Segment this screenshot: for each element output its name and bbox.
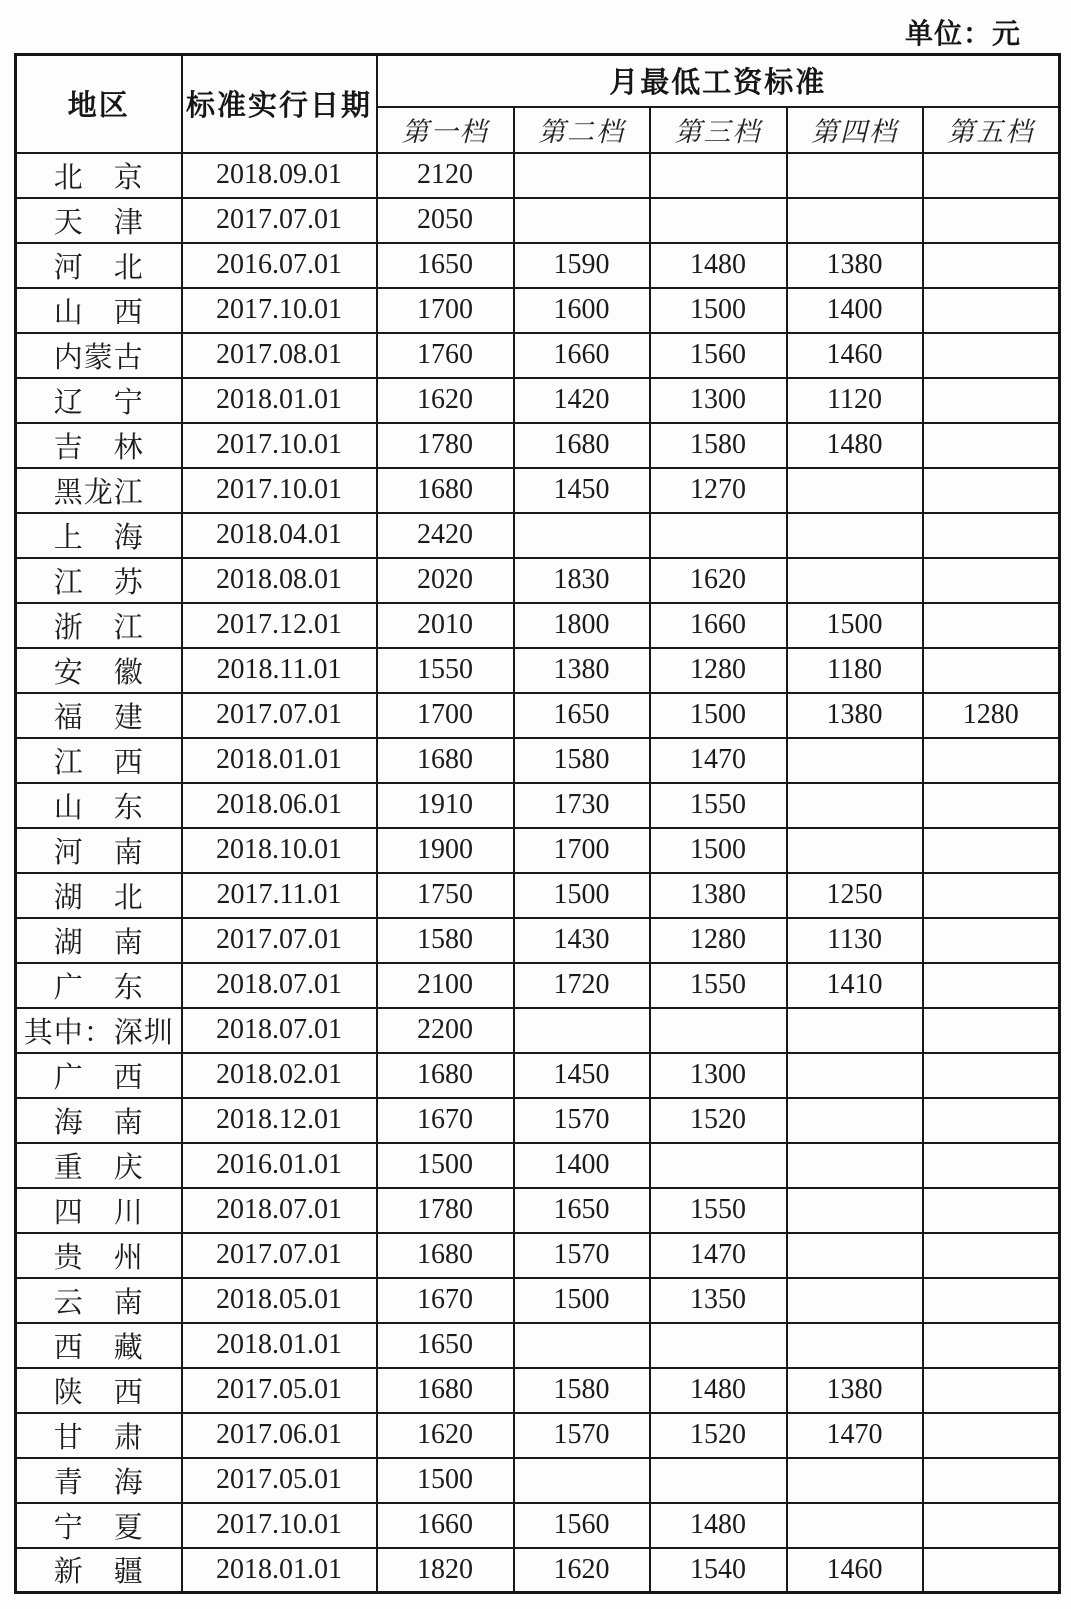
- header-tier-2: 第二档: [514, 107, 650, 153]
- date-cell: 2018.01.01: [182, 378, 377, 423]
- date-cell: 2018.10.01: [182, 828, 377, 873]
- tier-5-cell: [923, 828, 1060, 873]
- table-row: [16, 1458, 1060, 1503]
- tier-3-cell: 1500: [650, 828, 787, 873]
- table-row: [16, 513, 1060, 558]
- date-cell: 2017.10.01: [182, 1503, 377, 1548]
- tier-3-cell: 1500: [650, 288, 787, 333]
- tier-2-cell: 1380: [514, 648, 650, 693]
- tier-5-cell: 1280: [923, 693, 1060, 738]
- tier-5-cell: [923, 1098, 1060, 1143]
- region-cell: 陕 西: [16, 1368, 182, 1413]
- table-row: [16, 963, 1060, 1008]
- tier-2-cell: [514, 1008, 650, 1053]
- tier-4-cell: [787, 1143, 923, 1188]
- date-cell: 2018.04.01: [182, 513, 377, 558]
- tier-3-cell: 1520: [650, 1413, 787, 1458]
- date-cell: 2017.07.01: [182, 918, 377, 963]
- region-cell: 甘 肃: [16, 1413, 182, 1458]
- region-cell: 贵 州: [16, 1233, 182, 1278]
- tier-5-cell: [923, 198, 1060, 243]
- tier-3-cell: 1280: [650, 918, 787, 963]
- tier-3-cell: 1470: [650, 738, 787, 783]
- date-cell: 2017.10.01: [182, 288, 377, 333]
- tier-2-cell: 1570: [514, 1098, 650, 1143]
- date-cell: 2017.08.01: [182, 333, 377, 378]
- tier-1-cell: 2050: [377, 198, 514, 243]
- region-cell: 山 东: [16, 783, 182, 828]
- date-cell: 2018.07.01: [182, 963, 377, 1008]
- tier-5-cell: [923, 1278, 1060, 1323]
- tier-1-cell: 2120: [377, 153, 514, 198]
- tier-3-cell: 1580: [650, 423, 787, 468]
- tier-3-cell: 1550: [650, 783, 787, 828]
- tier-3-cell: 1540: [650, 1548, 787, 1593]
- tier-2-cell: 1420: [514, 378, 650, 423]
- date-cell: 2018.05.01: [182, 1278, 377, 1323]
- tier-1-cell: 1760: [377, 333, 514, 378]
- tier-2-cell: [514, 1323, 650, 1368]
- region-cell: 黑龙江: [16, 468, 182, 513]
- date-cell: 2018.06.01: [182, 783, 377, 828]
- tier-5-cell: [923, 1143, 1060, 1188]
- tier-4-cell: 1380: [787, 1368, 923, 1413]
- header-tier-3: 第三档: [650, 107, 787, 153]
- region-cell: 西 藏: [16, 1323, 182, 1368]
- table-row: [16, 1143, 1060, 1188]
- region-cell: 河 北: [16, 243, 182, 288]
- tier-1-cell: 2010: [377, 603, 514, 648]
- date-cell: 2017.06.01: [182, 1413, 377, 1458]
- table-row: [16, 243, 1060, 288]
- tier-1-cell: 1680: [377, 468, 514, 513]
- region-cell: 青 海: [16, 1458, 182, 1503]
- date-cell: 2018.09.01: [182, 153, 377, 198]
- table-row: [16, 603, 1060, 648]
- region-cell: 安 徽: [16, 648, 182, 693]
- date-cell: 2018.01.01: [182, 1323, 377, 1368]
- tier-3-cell: 1380: [650, 873, 787, 918]
- header-date: 标准实行日期: [182, 55, 377, 153]
- tier-5-cell: [923, 1458, 1060, 1503]
- tier-2-cell: 1430: [514, 918, 650, 963]
- date-cell: 2017.05.01: [182, 1368, 377, 1413]
- region-cell: 江 西: [16, 738, 182, 783]
- tier-1-cell: 2200: [377, 1008, 514, 1053]
- table-row: [16, 153, 1060, 198]
- date-cell: 2018.11.01: [182, 648, 377, 693]
- tier-4-cell: [787, 468, 923, 513]
- tier-4-cell: [787, 558, 923, 603]
- tier-4-cell: 1180: [787, 648, 923, 693]
- tier-5-cell: [923, 378, 1060, 423]
- tier-4-cell: 1250: [787, 873, 923, 918]
- tier-2-cell: 1400: [514, 1143, 650, 1188]
- tier-1-cell: 2100: [377, 963, 514, 1008]
- tier-3-cell: [650, 1143, 787, 1188]
- tier-1-cell: 1700: [377, 288, 514, 333]
- table-row: [16, 1413, 1060, 1458]
- region-cell: 北 京: [16, 153, 182, 198]
- table-row: [16, 1548, 1060, 1593]
- tier-1-cell: 1910: [377, 783, 514, 828]
- tier-3-cell: [650, 513, 787, 558]
- tier-1-cell: 1680: [377, 1233, 514, 1278]
- region-cell: 宁 夏: [16, 1503, 182, 1548]
- tier-4-cell: [787, 198, 923, 243]
- tier-3-cell: 1280: [650, 648, 787, 693]
- tier-3-cell: 1470: [650, 1233, 787, 1278]
- tier-3-cell: 1560: [650, 333, 787, 378]
- tier-4-cell: [787, 1503, 923, 1548]
- table-row: [16, 648, 1060, 693]
- minimum-wage-table: [14, 53, 1061, 1594]
- date-cell: 2018.07.01: [182, 1008, 377, 1053]
- tier-2-cell: 1730: [514, 783, 650, 828]
- tier-5-cell: [923, 1503, 1060, 1548]
- tier-3-cell: 1300: [650, 1053, 787, 1098]
- tier-2-cell: 1830: [514, 558, 650, 603]
- tier-2-cell: 1560: [514, 1503, 650, 1548]
- tier-3-cell: [650, 1323, 787, 1368]
- region-cell: 新 疆: [16, 1548, 182, 1593]
- tier-2-cell: 1580: [514, 738, 650, 783]
- unit-label: 单位：元: [904, 18, 1021, 49]
- tier-5-cell: [923, 558, 1060, 603]
- table-row: [16, 693, 1060, 738]
- date-cell: 2018.01.01: [182, 738, 377, 783]
- tier-4-cell: 1120: [787, 378, 923, 423]
- region-cell: 福 建: [16, 693, 182, 738]
- tier-2-cell: [514, 513, 650, 558]
- tier-2-cell: [514, 1458, 650, 1503]
- header-tier-1: 第一档: [377, 107, 514, 153]
- region-cell: 其中：深圳: [16, 1008, 182, 1053]
- tier-1-cell: 1700: [377, 693, 514, 738]
- tier-3-cell: [650, 1008, 787, 1053]
- tier-1-cell: 1900: [377, 828, 514, 873]
- date-cell: 2016.07.01: [182, 243, 377, 288]
- tier-3-cell: [650, 1458, 787, 1503]
- date-cell: 2016.01.01: [182, 1143, 377, 1188]
- tier-5-cell: [923, 468, 1060, 513]
- tier-4-cell: [787, 1188, 923, 1233]
- tier-4-cell: 1460: [787, 333, 923, 378]
- date-cell: 2017.05.01: [182, 1458, 377, 1503]
- header-wage-group: 月最低工资标准: [377, 55, 1060, 107]
- tier-1-cell: 1620: [377, 1413, 514, 1458]
- tier-4-cell: [787, 1458, 923, 1503]
- tier-2-cell: 1650: [514, 693, 650, 738]
- tier-4-cell: [787, 153, 923, 198]
- tier-3-cell: 1550: [650, 963, 787, 1008]
- tier-1-cell: 1650: [377, 243, 514, 288]
- tier-4-cell: [787, 828, 923, 873]
- tier-5-cell: [923, 1368, 1060, 1413]
- tier-4-cell: [787, 1278, 923, 1323]
- tier-5-cell: [923, 243, 1060, 288]
- date-cell: 2018.01.01: [182, 1548, 377, 1593]
- tier-2-cell: 1500: [514, 1278, 650, 1323]
- tier-5-cell: [923, 513, 1060, 558]
- tier-4-cell: 1130: [787, 918, 923, 963]
- region-cell: 天 津: [16, 198, 182, 243]
- tier-4-cell: [787, 1098, 923, 1143]
- region-cell: 广 西: [16, 1053, 182, 1098]
- tier-1-cell: 1680: [377, 738, 514, 783]
- tier-5-cell: [923, 1548, 1060, 1593]
- region-cell: 云 南: [16, 1278, 182, 1323]
- tier-3-cell: 1270: [650, 468, 787, 513]
- table-row: [16, 1278, 1060, 1323]
- table-row: [16, 198, 1060, 243]
- tier-1-cell: 1820: [377, 1548, 514, 1593]
- date-cell: 2017.07.01: [182, 198, 377, 243]
- tier-1-cell: 1500: [377, 1143, 514, 1188]
- tier-2-cell: 1620: [514, 1548, 650, 1593]
- table-header: [16, 55, 1060, 153]
- tier-2-cell: 1590: [514, 243, 650, 288]
- tier-5-cell: [923, 603, 1060, 648]
- table-row: [16, 423, 1060, 468]
- table-row: [16, 1368, 1060, 1413]
- table-row: [16, 828, 1060, 873]
- tier-1-cell: 1670: [377, 1098, 514, 1143]
- tier-4-cell: [787, 1008, 923, 1053]
- date-cell: 2018.08.01: [182, 558, 377, 603]
- region-cell: 上 海: [16, 513, 182, 558]
- tier-1-cell: 1680: [377, 1368, 514, 1413]
- date-cell: 2017.11.01: [182, 873, 377, 918]
- tier-3-cell: 1620: [650, 558, 787, 603]
- tier-5-cell: [923, 333, 1060, 378]
- tier-2-cell: [514, 153, 650, 198]
- tier-5-cell: [923, 423, 1060, 468]
- tier-5-cell: [923, 1413, 1060, 1458]
- table-row: [16, 468, 1060, 513]
- tier-1-cell: 1650: [377, 1323, 514, 1368]
- tier-2-cell: 1600: [514, 288, 650, 333]
- tier-5-cell: [923, 873, 1060, 918]
- tier-5-cell: [923, 963, 1060, 1008]
- tier-4-cell: 1500: [787, 603, 923, 648]
- region-cell: 海 南: [16, 1098, 182, 1143]
- tier-5-cell: [923, 783, 1060, 828]
- date-cell: 2017.12.01: [182, 603, 377, 648]
- table-row: [16, 1323, 1060, 1368]
- tier-1-cell: 2020: [377, 558, 514, 603]
- tier-3-cell: 1660: [650, 603, 787, 648]
- tier-3-cell: 1520: [650, 1098, 787, 1143]
- region-cell: 重 庆: [16, 1143, 182, 1188]
- tier-5-cell: [923, 1188, 1060, 1233]
- tier-2-cell: 1580: [514, 1368, 650, 1413]
- region-cell: 湖 北: [16, 873, 182, 918]
- tier-1-cell: 1580: [377, 918, 514, 963]
- region-cell: 四 川: [16, 1188, 182, 1233]
- table-row: [16, 378, 1060, 423]
- tier-2-cell: 1500: [514, 873, 650, 918]
- table-row: [16, 738, 1060, 783]
- tier-5-cell: [923, 738, 1060, 783]
- tier-2-cell: 1570: [514, 1413, 650, 1458]
- region-cell: 河 南: [16, 828, 182, 873]
- tier-4-cell: [787, 783, 923, 828]
- table-row: [16, 783, 1060, 828]
- tier-2-cell: 1450: [514, 468, 650, 513]
- tier-4-cell: 1410: [787, 963, 923, 1008]
- tier-5-cell: [923, 288, 1060, 333]
- region-cell: 辽 宁: [16, 378, 182, 423]
- region-cell: 内蒙古: [16, 333, 182, 378]
- tier-1-cell: 1680: [377, 1053, 514, 1098]
- header-tier-4: 第四档: [787, 107, 923, 153]
- tier-4-cell: 1380: [787, 693, 923, 738]
- table-row: [16, 1503, 1060, 1548]
- tier-1-cell: 1620: [377, 378, 514, 423]
- tier-2-cell: 1570: [514, 1233, 650, 1278]
- table-row: [16, 1188, 1060, 1233]
- header-tier-5: 第五档: [923, 107, 1060, 153]
- tier-5-cell: [923, 1323, 1060, 1368]
- table-row: [16, 1233, 1060, 1278]
- tier-1-cell: 1670: [377, 1278, 514, 1323]
- tier-4-cell: 1470: [787, 1413, 923, 1458]
- tier-5-cell: [923, 1008, 1060, 1053]
- tier-1-cell: 2420: [377, 513, 514, 558]
- tier-2-cell: 1720: [514, 963, 650, 1008]
- tier-4-cell: 1400: [787, 288, 923, 333]
- tier-4-cell: [787, 738, 923, 783]
- table-row: [16, 1053, 1060, 1098]
- table-row: [16, 1098, 1060, 1143]
- tier-1-cell: 1500: [377, 1458, 514, 1503]
- tier-5-cell: [923, 153, 1060, 198]
- region-cell: 广 东: [16, 963, 182, 1008]
- region-cell: 江 苏: [16, 558, 182, 603]
- tier-2-cell: [514, 198, 650, 243]
- date-cell: 2017.07.01: [182, 693, 377, 738]
- table-row: [16, 873, 1060, 918]
- table-row: [16, 288, 1060, 333]
- tier-3-cell: 1480: [650, 243, 787, 288]
- tier-4-cell: [787, 1323, 923, 1368]
- tier-4-cell: [787, 1233, 923, 1278]
- tier-3-cell: 1500: [650, 693, 787, 738]
- region-cell: 浙 江: [16, 603, 182, 648]
- tier-1-cell: 1660: [377, 1503, 514, 1548]
- tier-4-cell: 1460: [787, 1548, 923, 1593]
- tier-2-cell: 1450: [514, 1053, 650, 1098]
- tier-2-cell: 1800: [514, 603, 650, 648]
- tier-3-cell: 1350: [650, 1278, 787, 1323]
- tier-2-cell: 1700: [514, 828, 650, 873]
- tier-5-cell: [923, 918, 1060, 963]
- region-cell: 湖 南: [16, 918, 182, 963]
- tier-3-cell: [650, 198, 787, 243]
- date-cell: 2017.07.01: [182, 1233, 377, 1278]
- date-cell: 2017.10.01: [182, 468, 377, 513]
- tier-2-cell: 1660: [514, 333, 650, 378]
- table-row: [16, 558, 1060, 603]
- table-row: [16, 1008, 1060, 1053]
- tier-1-cell: 1750: [377, 873, 514, 918]
- table-body: [16, 153, 1060, 1593]
- date-cell: 2017.10.01: [182, 423, 377, 468]
- tier-3-cell: 1480: [650, 1368, 787, 1413]
- date-cell: 2018.12.01: [182, 1098, 377, 1143]
- tier-4-cell: 1380: [787, 243, 923, 288]
- table-row: [16, 333, 1060, 378]
- tier-4-cell: 1480: [787, 423, 923, 468]
- date-cell: 2018.07.01: [182, 1188, 377, 1233]
- tier-1-cell: 1780: [377, 423, 514, 468]
- tier-3-cell: [650, 153, 787, 198]
- tier-2-cell: 1680: [514, 423, 650, 468]
- region-cell: 山 西: [16, 288, 182, 333]
- table-row: [16, 918, 1060, 963]
- tier-5-cell: [923, 1233, 1060, 1278]
- header-region: 地区: [16, 55, 182, 153]
- tier-3-cell: 1480: [650, 1503, 787, 1548]
- tier-4-cell: [787, 513, 923, 558]
- tier-4-cell: [787, 1053, 923, 1098]
- tier-3-cell: 1550: [650, 1188, 787, 1233]
- date-cell: 2018.02.01: [182, 1053, 377, 1098]
- tier-2-cell: 1650: [514, 1188, 650, 1233]
- tier-3-cell: 1300: [650, 378, 787, 423]
- tier-5-cell: [923, 1053, 1060, 1098]
- tier-1-cell: 1550: [377, 648, 514, 693]
- tier-1-cell: 1780: [377, 1188, 514, 1233]
- region-cell: 吉 林: [16, 423, 182, 468]
- tier-5-cell: [923, 648, 1060, 693]
